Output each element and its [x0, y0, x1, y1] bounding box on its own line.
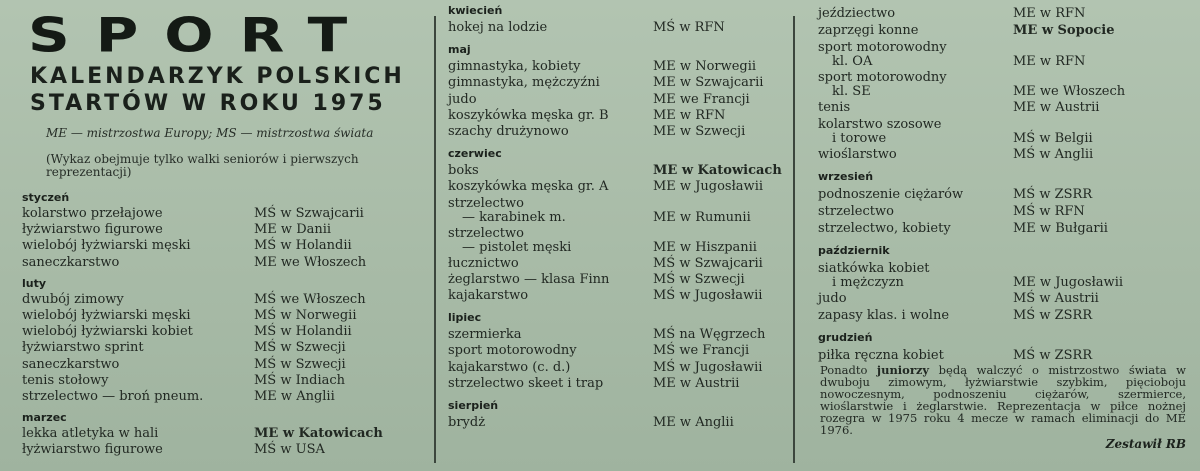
event-name: łucznictwo: [448, 255, 519, 271]
championship-venue: ME w Jugosławii: [1013, 275, 1124, 290]
championship-venue: ME w RFN: [1013, 54, 1086, 69]
month-heading: wrzesień: [818, 170, 874, 183]
event-name: zapasy klas. i wolne: [818, 308, 950, 323]
championship-venue: ME w Katowicach: [254, 426, 383, 442]
juniors-text-rest: będą walczyć o mistrzostwo świata w dwuboju zimowym, łyżwiarstwie szybkim, pięcioboju nowoczesnym, podnoszeniu ciężarów, szermierce, wioślarstwie i żeglarstwie. Reprezentacja w piłce nożnej rozegra w 1975 roku 4 mecze w ramach eliminacji do ME 1976.: [820, 363, 1186, 437]
championship-venue: ME w RFN: [653, 107, 726, 123]
event-name: koszykówka męska gr. A: [448, 179, 609, 195]
calendar-title-line2: STARTÓW W ROKU 1975: [30, 91, 386, 116]
event-name: strzelectwo: [448, 195, 524, 211]
championship-venue: MŚ w Holandii: [254, 324, 352, 340]
month-heading: październik: [818, 244, 890, 257]
event-name: saneczkarstwo: [22, 254, 120, 270]
championship-venue: ME w Katowicach: [653, 163, 782, 179]
championship-venue: ME we Włoszech: [1013, 84, 1126, 99]
event-name: szachy drużynowo: [448, 124, 569, 139]
championship-venue: MŚ w RFN: [1013, 204, 1085, 219]
event-name: strzelectwo — broń pneum.: [22, 389, 204, 404]
championship-venue: MŚ w Belgii: [1013, 131, 1093, 146]
event-name: kolarstwo szosowe: [818, 117, 942, 132]
event-name: sport motorowodny: [818, 70, 947, 85]
championship-venue: MŚ w Jugosławii: [653, 288, 763, 303]
event-name: wielobój łyżwiarski kobiet: [22, 324, 193, 340]
event-name: łyżwiarstwo sprint: [22, 340, 144, 356]
event-name-continuation: i torowe: [832, 131, 887, 146]
championship-venue: MŚ w ZSRR: [1013, 308, 1093, 323]
championship-venue: MŚ w ZSRR: [1013, 187, 1093, 202]
month-heading: styczeń: [22, 191, 70, 204]
championship-venue: ME we Francji: [653, 91, 750, 107]
event-name: strzelectwo: [448, 225, 524, 241]
event-name: szermierka: [448, 327, 522, 343]
championship-venue: MŚ w Norwegii: [254, 308, 357, 323]
month-heading: marzec: [22, 411, 67, 425]
month-heading: luty: [22, 276, 47, 290]
championship-venue: ME w Anglii: [254, 389, 335, 404]
championship-venue: MŚ we Włoszech: [254, 291, 366, 307]
championship-venue: ME w Szwajcarii: [653, 75, 764, 91]
column-divider: [793, 16, 795, 463]
event-name: saneczkarstwo: [22, 356, 120, 372]
event-name: łyżwiarstwo figurowe: [22, 442, 163, 458]
championship-venue: MŚ w RFN: [653, 20, 725, 35]
juniors-paragraph: [820, 364, 1186, 436]
event-name: podnoszenie ciężarów: [818, 187, 964, 202]
month-heading: sierpień: [448, 399, 499, 412]
championship-venue: ME w Bułgarii: [1013, 221, 1108, 236]
championship-venue: MŚ w Holandii: [254, 238, 352, 254]
event-name: jeździectwo: [818, 6, 896, 21]
championship-venue: ME w Danii: [254, 222, 332, 238]
calendar-title-line1: KALENDARZYK POLSKICH: [30, 64, 405, 89]
event-name: kajakarstwo (c. d.): [448, 359, 571, 375]
month-heading: grudzień: [818, 331, 873, 344]
championship-venue: MŚ w Szwecji: [254, 340, 346, 356]
month-heading: kwiecień: [448, 4, 503, 17]
event-name: gimnastyka, mężczyźni: [448, 75, 600, 91]
championship-venue: MŚ w Szwecji: [254, 356, 346, 372]
event-name-continuation: — pistolet męski: [462, 239, 572, 255]
championship-venue: ME w Hiszpanii: [653, 239, 757, 255]
championship-venue: ME w Norwegii: [653, 59, 757, 75]
championship-venue: MŚ w ZSRR: [1013, 348, 1093, 363]
event-name: tenis: [818, 100, 851, 115]
month-heading: lipiec: [448, 311, 482, 325]
event-name: gimnastyka, kobiety: [448, 59, 581, 75]
event-name: boks: [448, 163, 479, 179]
event-name: koszykówka męska gr. B: [448, 107, 609, 123]
championship-venue: ME w Szwecji: [653, 124, 746, 139]
event-name: wioślarstwo: [818, 147, 897, 162]
championship-venue: ME w Jugosławii: [653, 179, 764, 195]
event-name-continuation: i mężczyzn: [832, 275, 904, 290]
championship-venue: MŚ w USA: [254, 442, 325, 458]
event-name: dwubój zimowy: [22, 291, 124, 307]
championship-venue: MŚ w Szwajcarii: [254, 206, 364, 221]
event-name: wielobój łyżwiarski męski: [22, 308, 191, 323]
event-name-continuation: kl. SE: [832, 84, 871, 99]
event-name: tenis stołowy: [22, 372, 109, 388]
event-name: siatkówka kobiet: [818, 261, 930, 276]
event-name: żeglarstwo — klasa Finn: [448, 271, 610, 287]
championship-venue: ME w Anglii: [653, 415, 734, 430]
sport-heading: SPORT: [28, 7, 374, 64]
event-name: brydż: [448, 415, 486, 430]
championship-venue: MŚ na Węgrzech: [653, 327, 766, 343]
event-name: zaprzęgi konne: [818, 23, 919, 38]
championship-venue: MŚ w Szwecji: [653, 271, 745, 287]
juniors-text-prefix: Ponadto: [820, 363, 877, 377]
juniors-keyword: juniorzy: [876, 363, 930, 377]
event-name: sport motorowodny: [448, 343, 577, 359]
author-signature: Zestawił RB: [1105, 437, 1186, 451]
championship-venue: ME we Włoszech: [254, 254, 367, 270]
event-name: strzelectwo: [818, 204, 894, 219]
column-divider: [434, 16, 436, 463]
event-name: hokej na lodzie: [448, 20, 548, 35]
event-name: judo: [448, 91, 477, 107]
championship-venue: MŚ w Anglii: [1013, 147, 1094, 162]
event-name-continuation: — karabinek m.: [462, 209, 566, 225]
championship-venue: ME w RFN: [1013, 6, 1086, 21]
event-name: lekka atletyka w hali: [22, 426, 159, 442]
event-name: łyżwiarstwo figurowe: [22, 222, 163, 238]
event-name: wielobój łyżwiarski męski: [22, 238, 191, 254]
abbreviation-legend: ME — mistrzostwa Europy; MS — mistrzostwa świata: [46, 126, 374, 140]
event-name-continuation: kl. OA: [832, 54, 873, 69]
event-name: judo: [818, 291, 847, 306]
championship-venue: MŚ we Francji: [653, 343, 750, 359]
month-heading: czerwiec: [448, 147, 502, 161]
event-name: strzelectwo skeet i trap: [448, 375, 604, 391]
championship-venue: MŚ w Jugosławii: [653, 359, 763, 375]
championship-venue: ME w Austrii: [1013, 100, 1100, 115]
championship-venue: ME w Sopocie: [1013, 23, 1115, 38]
event-name: piłka ręczna kobiet: [818, 348, 944, 363]
event-name: strzelectwo, kobiety: [818, 221, 951, 236]
championship-venue: ME w Austrii: [653, 375, 740, 391]
championship-venue: ME w Rumunii: [653, 209, 751, 225]
event-name: sport motorowodny: [818, 40, 947, 55]
championship-venue: MŚ w Austrii: [1013, 291, 1099, 306]
event-name: kajakarstwo: [448, 288, 529, 303]
event-name: kolarstwo przełajowe: [22, 206, 163, 221]
month-heading: maj: [448, 43, 471, 57]
championship-venue: MŚ w Szwajcarii: [653, 255, 763, 271]
scope-note: (Wykaz obejmuje tylko walki seniorów i pierwszych reprezentacji): [46, 152, 359, 179]
championship-venue: MŚ w Indiach: [254, 372, 345, 388]
